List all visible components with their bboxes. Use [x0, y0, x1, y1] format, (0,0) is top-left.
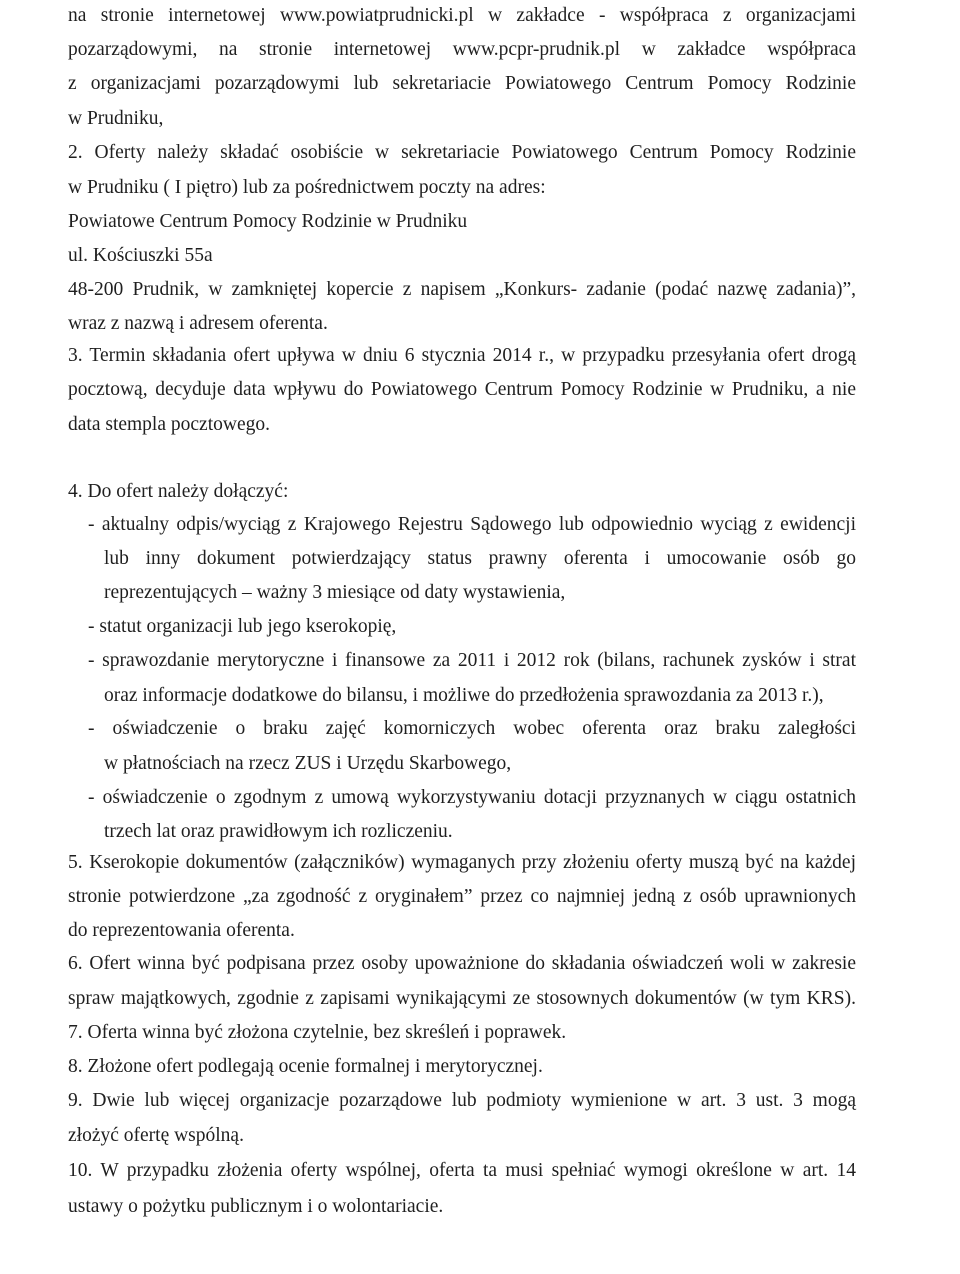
list-item-10: 10. W przypadku złożenia oferty wspólnej, oferta ta musi spełniać wymogi określone w art. 14	[68, 1160, 856, 1181]
text-line: reprezentujących – ważny 3 miesiące od daty wystawienia,	[104, 582, 566, 603]
address-line: Powiatowe Centrum Pomocy Rodzinie w Prudniku	[68, 211, 468, 232]
text-line: w płatnościach na rzecz ZUS i Urzędu Skarbowego,	[104, 753, 512, 774]
text-line: stronie potwierdzone „za zgodność z oryginałem” przez co najmniej jedną z osób uprawnionych	[68, 886, 856, 907]
list-item-3: 3. Termin składania ofert upływa w dniu 6 stycznia 2014 r., w przypadku przesyłania ofert drogą	[68, 345, 856, 366]
text-line: lub inny dokument potwierdzający status prawny oferenta i umocowanie osób go	[104, 548, 856, 569]
sub-list-item: - sprawozdanie merytoryczne i finansowe za 2011 i 2012 rok (bilans, rachunek zysków i strat	[88, 650, 856, 671]
text-line: złożyć ofertę wspólną.	[68, 1125, 244, 1146]
address-line: 48-200 Prudnik, w zamkniętej kopercie z napisem „Konkurs- zadanie (podać nazwę zadania)”,	[68, 279, 856, 300]
text-line: z organizacjami pozarządowymi lub sekretariacie Powiatowego Centrum Pomocy Rodzinie	[68, 73, 856, 94]
text-line: trzech lat oraz prawidłowym ich rozliczeniu.	[104, 821, 453, 842]
text-line: ustawy o pożytku publicznym i o wolontariacie.	[68, 1196, 444, 1217]
sub-list-item: - oświadczenie o zgodnym z umową wykorzystywaniu dotacji przyznanych w ciągu ostatnich	[88, 787, 856, 808]
list-item-4: 4. Do ofert należy dołączyć:	[68, 481, 289, 502]
list-item-9: 9. Dwie lub więcej organizacje pozarządowe lub podmioty wymienione w art. 3 ust. 3 mogą	[68, 1090, 856, 1111]
sub-list-item: - aktualny odpis/wyciąg z Krajowego Rejestru Sądowego lub odpowiednio wyciąg z ewidencji	[88, 514, 856, 535]
sub-list-item: - statut organizacji lub jego kserokopię,	[88, 616, 397, 637]
text-line: na stronie internetowej www.powiatprudnicki.pl w zakładce - współpraca z organizacjami	[68, 5, 856, 26]
sub-list-item: - oświadczenie o braku zajęć komorniczych wobec oferenta oraz braku zaległości	[88, 718, 856, 739]
list-item-6: 6. Ofert winna być podpisana przez osoby upoważnione do składania oświadczeń woli w zakresie	[68, 953, 856, 974]
list-item-8: 8. Złożone ofert podlegają ocenie formalnej i merytorycznej.	[68, 1056, 543, 1077]
text-line: data stempla pocztowego.	[68, 414, 270, 435]
text-line: w Prudniku ( I piętro) lub za pośrednictwem poczty na adres:	[68, 177, 546, 198]
text-line: oraz informacje dodatkowe do bilansu, i możliwe do przedłożenia sprawozdania za 2013 r.),	[104, 685, 824, 706]
list-item-5: 5. Kserokopie dokumentów (załączników) wymaganych przy złożeniu oferty muszą być na każdej	[68, 852, 856, 873]
text-line: w Prudniku,	[68, 108, 164, 129]
text-line: pozarządowymi, na stronie internetowej www.pcpr-prudnik.pl w zakładce współpraca	[68, 39, 856, 60]
text-line: do reprezentowania oferenta.	[68, 920, 295, 941]
text-line: spraw majątkowych, zgodnie z zapisami wynikającymi ze stosownych dokumentów (w tym KRS).	[68, 988, 856, 1009]
text-line: pocztową, decyduje data wpływu do Powiatowego Centrum Pomocy Rodzinie w Prudniku, a nie	[68, 379, 856, 400]
text-line: wraz z nazwą i adresem oferenta.	[68, 313, 328, 334]
address-line: ul. Kościuszki 55a	[68, 245, 213, 266]
list-item-7: 7. Oferta winna być złożona czytelnie, bez skreśleń i poprawek.	[68, 1022, 567, 1043]
list-item-2: 2. Oferty należy składać osobiście w sekretariacie Powiatowego Centrum Pomocy Rodzinie	[68, 142, 856, 163]
